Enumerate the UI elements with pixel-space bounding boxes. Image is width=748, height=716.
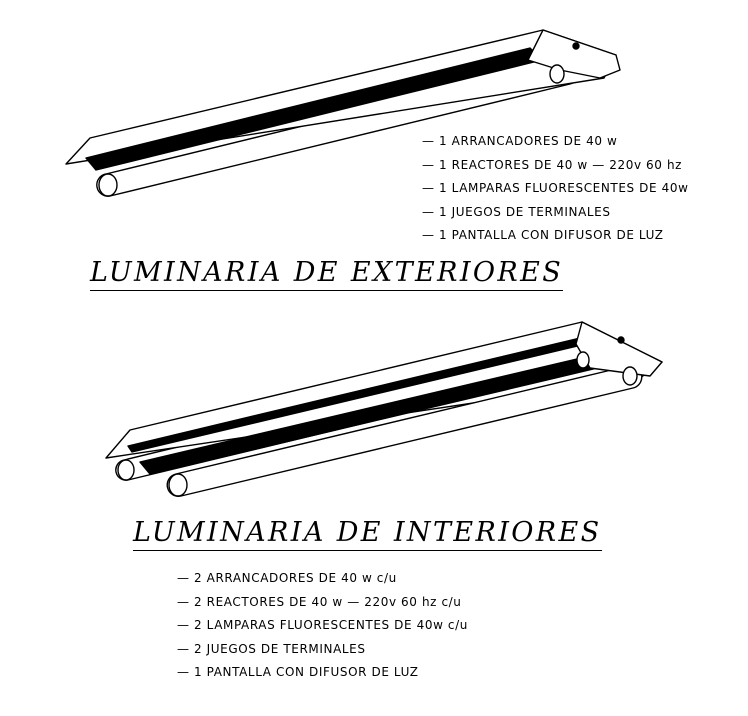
list-dash: — [422,228,435,242]
list-item [177,661,468,685]
list-dash: — [177,665,190,679]
list-item [177,638,468,662]
list-item [422,130,689,154]
list-item-text: 1 LAMPARAS FLUORESCENTES DE 40w [439,181,689,195]
interior-tube-front-end [169,474,187,496]
list-item-text: 2 JUEGOS DE TERMINALES [194,641,366,656]
interior-title: LUMINARIA DE INTERIORES [133,516,602,551]
list-item [422,224,689,248]
list-dash: — [177,618,190,632]
list-item-text: 2 REACTORES DE 40 w — 220v 60 hz c/u [194,594,462,609]
interior-luminaire-drawing [106,322,662,496]
list-dash: — [177,594,190,609]
interior-spec-list [177,567,468,685]
exterior-spec-list [422,130,689,248]
exterior-mount-hole [573,43,579,49]
list-item [177,591,468,615]
list-dash: — [177,571,190,585]
exterior-tube-end [99,174,117,196]
list-item-text: 1 REACTORES DE 40 w — 220v 60 hz [439,157,683,172]
interior-cap-socket-front [623,367,637,385]
list-dash: — [422,204,435,219]
list-item-text: 1 JUEGOS DE TERMINALES [439,204,611,219]
list-item-text: 2 ARRANCADORES DE 40 w c/u [194,571,397,585]
list-item [422,201,689,225]
list-item-text: 1 PANTALLA CON DIFUSOR DE LUZ [194,665,419,679]
list-item [422,177,689,201]
list-item-text: 1 PANTALLA CON DIFUSOR DE LUZ [439,228,664,242]
list-item-text: 1 ARRANCADORES DE 40 w [439,134,618,148]
list-item-text: 2 LAMPARAS FLUORESCENTES DE 40w c/u [194,618,468,632]
list-item [177,614,468,638]
exterior-title: LUMINARIA DE EXTERIORES [90,256,563,291]
list-dash: — [422,134,435,148]
list-dash: — [422,181,435,195]
interior-tube-back-end [118,460,134,480]
exterior-cap-socket [550,65,564,83]
list-item [422,154,689,178]
interior-mount-hole [618,337,624,343]
list-item [177,567,468,591]
interior-cap-socket-back [577,352,589,368]
list-dash: — [177,641,190,656]
list-dash: — [422,157,435,172]
